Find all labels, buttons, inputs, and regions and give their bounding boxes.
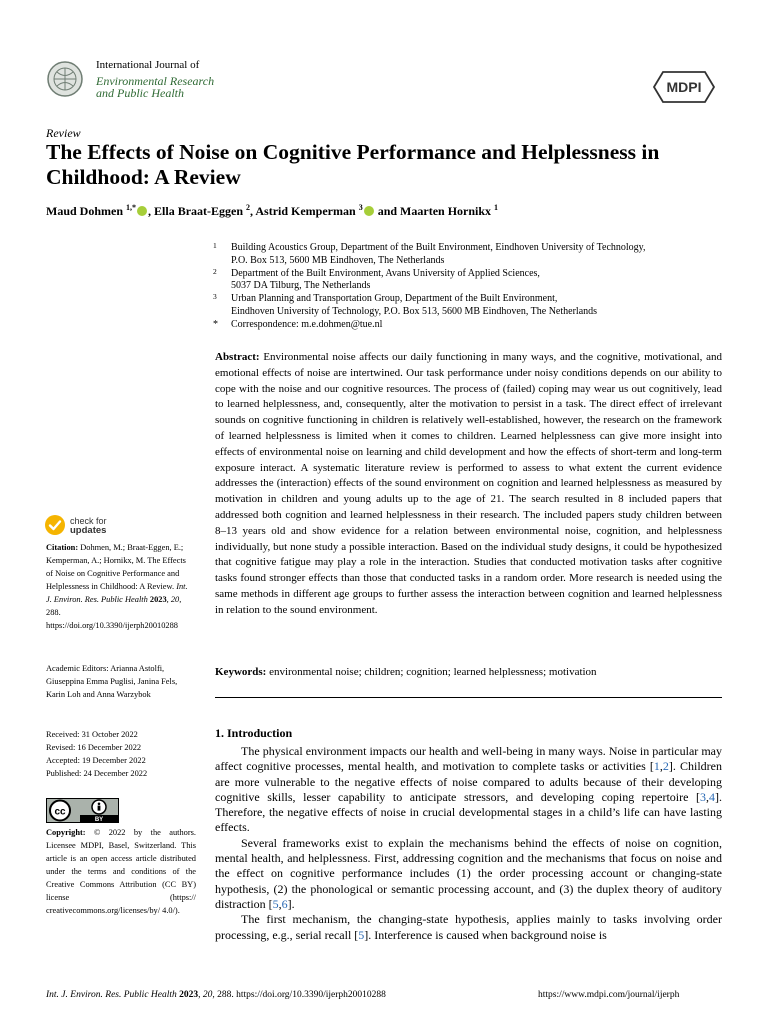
article-title: The Effects of Noise on Cognitive Performance and Helplessness in Childhood: A Review <box>46 140 660 189</box>
author-name[interactable]: Maud Dohmen <box>46 204 124 218</box>
journal-name-line1: Environmental Research <box>96 74 215 88</box>
check-updates-icon <box>44 514 66 536</box>
date-published: Published: 24 December 2022 <box>46 769 148 778</box>
keywords <box>215 666 722 678</box>
abstract <box>215 350 722 619</box>
section-heading: 1. Introduction <box>215 726 293 740</box>
citation-label: Citation: <box>46 543 79 552</box>
mdpi-hexagon-logo <box>650 70 718 104</box>
affiliation-line <box>213 268 723 281</box>
correspondence-line <box>213 319 723 332</box>
citation-volume: , 20 <box>166 595 180 604</box>
citation-ref-link[interactable]: 1 <box>653 759 660 774</box>
copyright-text: © 2022 by the authors. Licensee MDPI, Basel, Switzerland. This article is an open access article distributed under the terms and conditions of the Creative Commons Attribution (CC BY) license (https:// creativecommons.org/licenses/by/ 4.0/). <box>46 828 196 915</box>
citation-text: Dohmen, M.; Braat-Eggen, E.; Kemperman, A.; Hornikx, M. The Effects of Noise on Cognitive Performance and Helplessness in Childhood: A Review. <box>46 543 186 591</box>
paragraph <box>215 744 722 836</box>
affiliation-mark: 1 <box>213 241 217 250</box>
paragraph-text: The first mechanism, the changing-state hypothesis, applies mainly to tasks involving order processing, e.g., serial recall [ <box>215 912 722 942</box>
publication-dates <box>46 728 194 780</box>
copyright-block <box>46 826 196 917</box>
citation-doi[interactable]: , 288. https://doi.org/10.3390/ijerph20010288 <box>46 595 182 630</box>
paragraph-text: , <box>278 896 282 911</box>
author-name[interactable]: Maarten Hornikx <box>400 204 492 218</box>
journal-logo <box>46 60 84 98</box>
citation-year: 2023 <box>147 595 167 604</box>
citation-ref-link[interactable]: 5 <box>358 927 365 942</box>
abstract-label: Abstract: <box>215 351 260 363</box>
affiliation-text: 5037 DA Tilburg, The Netherlands <box>231 280 371 292</box>
author-name[interactable]: Astrid Kemperman <box>255 204 356 218</box>
citation-ref-link[interactable]: 2 <box>662 759 669 774</box>
author-separator: , <box>250 204 256 218</box>
paragraph-text: ]. <box>287 896 295 911</box>
affiliation-mark: 3 <box>213 292 217 302</box>
section-divider <box>215 697 722 698</box>
paragraph-text: The physical environment impacts our health and well-being in many ways. Noise in particular may affect cognitive processes, mental health, and motivation to complete tasks or activities [ <box>215 744 722 774</box>
orcid-icon[interactable] <box>137 206 147 216</box>
paragraph-text: Several frameworks exist to explain the mechanisms behind the effects of noise on cognition, mental health, and helplessness. First, addressing cognition and the mechanisms that focus on noise and the effect on cognitive performance includes (1) the order processing account or changing-state hypothesis, (2) the phonological or semantic processing account, and (3) the duplex theory of auditory distraction [ <box>215 835 722 911</box>
paragraph-text: ]. Therefore, the negative effects of noise in crucial developmental stages in a child’s life can have lasting effects. <box>215 789 722 835</box>
author-list <box>46 203 498 219</box>
affiliation-line <box>213 280 723 293</box>
affiliation-line <box>213 293 723 306</box>
article-type: Review <box>46 126 81 140</box>
footer-journal-url[interactable]: https://www.mdpi.com/journal/ijerph <box>538 990 680 1000</box>
citation-ref-link[interactable]: 5 <box>272 896 279 911</box>
citation-block <box>46 541 194 632</box>
paragraph-text: ]. Interference is caused when background noise is <box>364 927 607 942</box>
check-for-updates-button[interactable] <box>44 514 120 540</box>
author-affil-mark: 1 <box>494 203 499 212</box>
journal-name <box>96 75 214 99</box>
abstract-text: Environmental noise affects our daily functioning in many ways, and the cognitive, motivational, and emotional effects of noise are intertwined. Our task performance under noisy conditions depends on our ability to cope with the noise and our cognitive resources. The process of (failed) coping may wear us out cognitively, lead to learned helplessness, and, consequently, alter the motivation to persist in a task. The direct effect of irrelevant sounds on cognitive functioning in children is relatively well-established, however, the research on the framework of learned helplessness is limited when it comes to children. Learned helplessness can give more insight into effects of environmental noise on learning and child development and how the effects of short-term and long-term exposure interact. A systematic literature review is performed to assess to what extent the current evidence addresses the (interaction) effects of the sound environment on cognition and learned helplessness as measured by motivation in children and young adults up to the age of 21. The search resulted in 8 included papers that addressed both cognition and learned helplessness in their research. The included papers study children between 8–13 years old and show evidence for a relation between environmental noise, cognition, and helplessness individually, but none study a possible interaction. Based on the individual study designs, it could be hypothesized that cognitive fatigue may play a role in the interaction. Studies that conducted motivation tasks after cognitive tasks found stronger effects than those that conducted tasks in a random order. More research is needed using the same methods in different age groups to further assess the interaction between cognition and learned helplessness in relation to the sound environment. <box>215 351 723 616</box>
footer-volume: 20 <box>202 990 213 1000</box>
academic-editors: Academic Editors: Arianna Astolfi, Giuseppina Emma Puglisi, Janina Fels, Karin Loh and Anna Warzybok <box>46 664 178 699</box>
check-updates-label: updates <box>70 525 107 536</box>
mdpi-logo[interactable] <box>650 70 718 104</box>
copyright-label: Copyright: <box>46 828 86 837</box>
date-accepted: Accepted: 19 December 2022 <box>46 756 146 765</box>
author-and: and <box>374 204 401 218</box>
affiliation-text: Department of the Built Environment, Avans University of Applied Sciences, <box>231 267 540 279</box>
affiliation-mark: * <box>213 318 218 330</box>
footer-year: 2023 <box>179 990 199 1000</box>
affiliation-line <box>213 242 723 255</box>
orcid-icon[interactable] <box>364 206 374 216</box>
author-affil-mark: 1,* <box>126 203 137 212</box>
keywords-text: environmental noise; children; cognition; learned helplessness; motivation <box>269 666 597 678</box>
author-affil-mark: 3 <box>358 203 363 212</box>
paragraph-text: , <box>706 789 709 804</box>
paragraph-text: ]. Children are more vulnerable to the negative effects of noise compared to adults because of their developing cognitive skills, lesser capability to anticipate stressors, and developing coping repertoire [ <box>215 759 722 804</box>
affiliation-list <box>213 242 723 332</box>
affiliation-line <box>213 306 723 319</box>
author-name[interactable]: Ella Braat-Eggen <box>154 204 244 218</box>
introduction-body <box>215 744 722 943</box>
citation-ref-link[interactable]: 6 <box>281 896 288 911</box>
footer-citation: Int. J. Environ. Res. Public Health 2023, 20, 288. https://doi.org/10.3390/ijerph20010288 <box>46 990 386 1000</box>
keywords-label: Keywords: <box>215 666 267 678</box>
affiliation-text: Eindhoven University of Technology, P.O. Box 513, 5600 MB Eindhoven, The Netherlands <box>231 305 598 317</box>
cc-by-license-badge[interactable] <box>46 798 119 823</box>
paragraph <box>215 836 722 912</box>
affiliation-text: Urban Planning and Transportation Group, Department of the Built Environment, <box>231 293 558 305</box>
check-updates-label: check for <box>70 516 107 526</box>
affiliation-text: Building Acoustics Group, Department of the Built Environment, Eindhoven University of Technology, <box>231 242 646 253</box>
date-received: Received: 31 October 2022 <box>46 730 138 739</box>
paragraph <box>215 912 722 943</box>
journal-intl-label: International Journal of <box>96 59 200 71</box>
globe-emblem-icon <box>46 60 84 98</box>
author-affil-mark: 2 <box>246 203 251 212</box>
affiliation-mark: 2 <box>213 266 217 276</box>
correspondence-text[interactable]: Correspondence: m.e.dohmen@tue.nl <box>231 318 383 330</box>
citation-ref-link[interactable]: 4 <box>709 789 715 804</box>
paragraph-text: , <box>659 759 663 774</box>
author-separator: , <box>148 204 155 218</box>
citation-journal: Int. J. Environ. Res. Public Health <box>46 582 188 604</box>
footer-journal: Int. J. Environ. Res. Public Health <box>46 990 177 1000</box>
date-revised: Revised: 16 December 2022 <box>46 743 142 752</box>
cc-by-label: BY <box>94 817 104 823</box>
svg-text:cc: cc <box>54 806 66 818</box>
mdpi-logo-text: MDPI <box>666 79 702 95</box>
affiliation-line <box>213 255 723 268</box>
journal-name-line2: and Public Health <box>96 86 184 100</box>
footer-doi[interactable]: , 288. https://doi.org/10.3390/ijerph20010288 <box>212 990 386 1000</box>
citation-ref-link[interactable]: 3 <box>700 789 706 804</box>
creative-commons-icon <box>46 798 119 823</box>
affiliation-text: P.O. Box 513, 5600 MB Eindhoven, The Netherlands <box>231 254 445 266</box>
